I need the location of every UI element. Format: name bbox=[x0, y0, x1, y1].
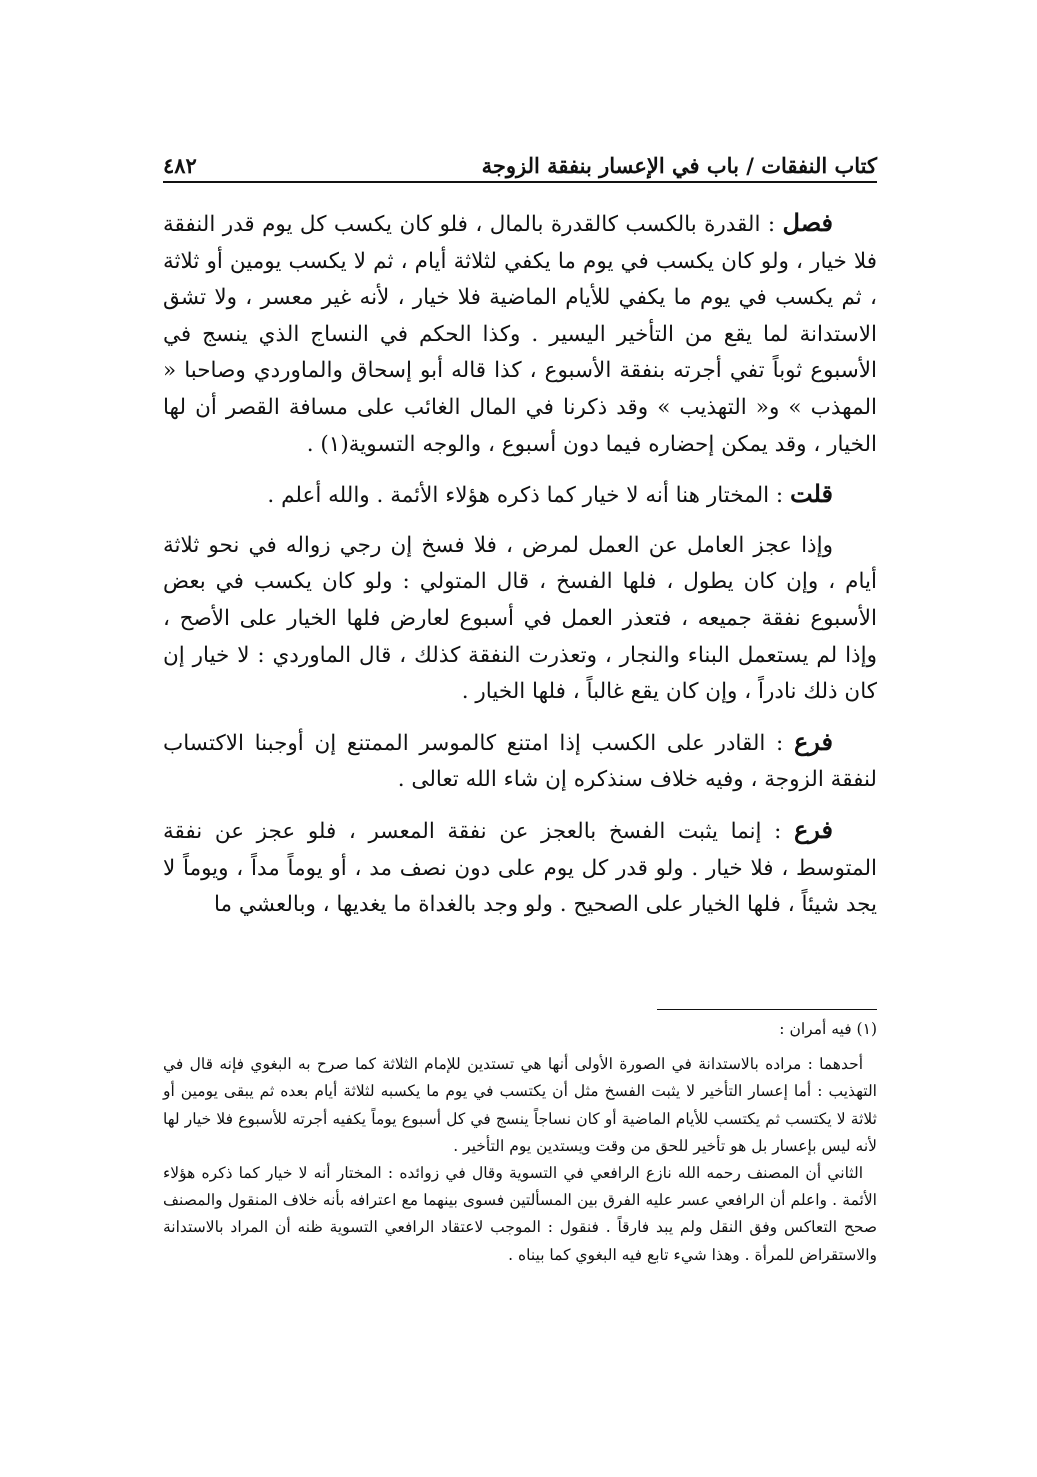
page-header bbox=[163, 138, 877, 178]
paragraph-text: : إنما يثبت الفسخ بالعجز عن نفقة المعسر ، فلو عجز عن نفقة المتوسط ، فلا خيار . ولو قدر كل يوم على دون نصف مد ، أو يوماً مداً ، ويوماً لا يجد شيئاً ، فلها الخيار على الصحيح . ولو وجد بالغداة ما يغديها ، وبالعشي ما bbox=[163, 818, 877, 918]
paragraph bbox=[163, 812, 877, 924]
section-lead: فرع bbox=[793, 726, 833, 756]
paragraph bbox=[163, 724, 877, 799]
paragraph-text: وإذا عجز العامل عن العمل لمرض ، فلا فسخ إن رجي زواله في نحو ثلاثة أيام ، وإن كان يطول ، فلها الفسخ ، قال المتولي : ولو كان يكسب في بعض الأسبوع نفقة جميعه ، فتعذر العمل في أسبوع لعارض فلها الخيار على الأصح ، وإذا لم يستعمل البناء والنجار ، وتعذرت النفقة كذلك ، قال الماوردي : لا خيار إن كان ذلك نادراً ، وإن كان يقع غالباً ، فلها الخيار . bbox=[163, 532, 877, 705]
running-title: كتاب النفقات / باب في الإعسار بنفقة الزوجة bbox=[481, 153, 877, 178]
footnote-paragraph: أحدهما : مراده بالاستدانة في الصورة الأولى أنها هي تستدين للإمام الثلاثة كما صرح به البغوي فإنه قال في التهذيب : أما إعسار التأخير لا يثبت الفسخ مثل أن يكتسب في يوم ما يكسبه لثلاثة أيام بعده ثم يبقى يومين أو ثلاثة لا يكتسب ثم يكتسب للأيام الماضية أو كان نساجاً ينسج في كل أسبوع يوماً يكفيه أجرته للأسبوع فلا خيار لها لأنه ليس بإعسار بل هو تأخير للحق من وقت ويستدين يوم التأخير . bbox=[163, 1055, 877, 1155]
page-number: ٤٨٢ bbox=[163, 153, 197, 178]
paragraph bbox=[163, 205, 877, 463]
section-lead: فصل bbox=[782, 208, 833, 237]
paragraph-text: : المختار هنا أنه لا خيار كما ذكره هؤلاء الأئمة . والله أعلم . bbox=[267, 483, 791, 509]
paragraph bbox=[163, 528, 877, 711]
paragraph-text: : القادر على الكسب إذا امتنع كالموسر الممتنع إن أوجبنا الاكتساب لنفقة الزوجة ، وفيه خلاف سنذكره إن شاء الله تعالى . bbox=[163, 730, 877, 793]
footnote-heading: (١) فيه أمران : bbox=[779, 1020, 877, 1038]
paragraph-text: : القدرة بالكسب كالقدرة بالمال ، فلو كان يكسب كل يوم قدر النفقة فلا خيار ، ولو كان يكسب في يوم ما يكفي لثلاثة أيام ، ثم لا يكسب يومين أو ثلاثة ، ثم يكسب في يوم ما يكفي للأيام الماضية فلا خيار ، لأنه غير معسر ، ولا تشق الاستدانة لما يقع من التأخير اليسير . وكذا الحكم في النساج الذي ينسج في الأسبوع ثوباً تفي أجرته بنفقة الأسبوع ، كذا قاله أبو إسحاق والماوردي وصاحبا « المهذب » و« التهذيب » وقد ذكرنا في المال الغائب على مسافة القصر أن لها الخيار ، وقد يمكن إحضاره فيما دون أسبوع ، والوجه التسوية(١) . bbox=[163, 212, 877, 457]
paragraph bbox=[163, 476, 877, 515]
section-lead: قلت bbox=[790, 479, 833, 509]
main-text bbox=[163, 205, 877, 937]
header-divider bbox=[163, 181, 877, 183]
footnote-paragraph: الثاني أن المصنف رحمه الله نازع الرافعي في التسوية وقال في زوائده : المختار أنه لا خيار كما ذكره هؤلاء الأئمة . واعلم أن الرافعي عسر عليه الفرق بين المسألتين فسوى بينهما مع اعترافه بأنه خلاف المنقول والمصنف صحح التعاكس وفق النقل ولم يبد فارقاً . فنقول : الموجب لاعتقاد الرافعي التسوية ظنه أن المراد بالاستدانة والاستقراض للمرأة . وهذا شيء تابع فيه البغوي كما بيناه . bbox=[163, 1164, 877, 1264]
section-lead: فرع bbox=[793, 814, 833, 844]
footnotes bbox=[163, 1016, 877, 1269]
footnote-divider bbox=[657, 1009, 877, 1010]
